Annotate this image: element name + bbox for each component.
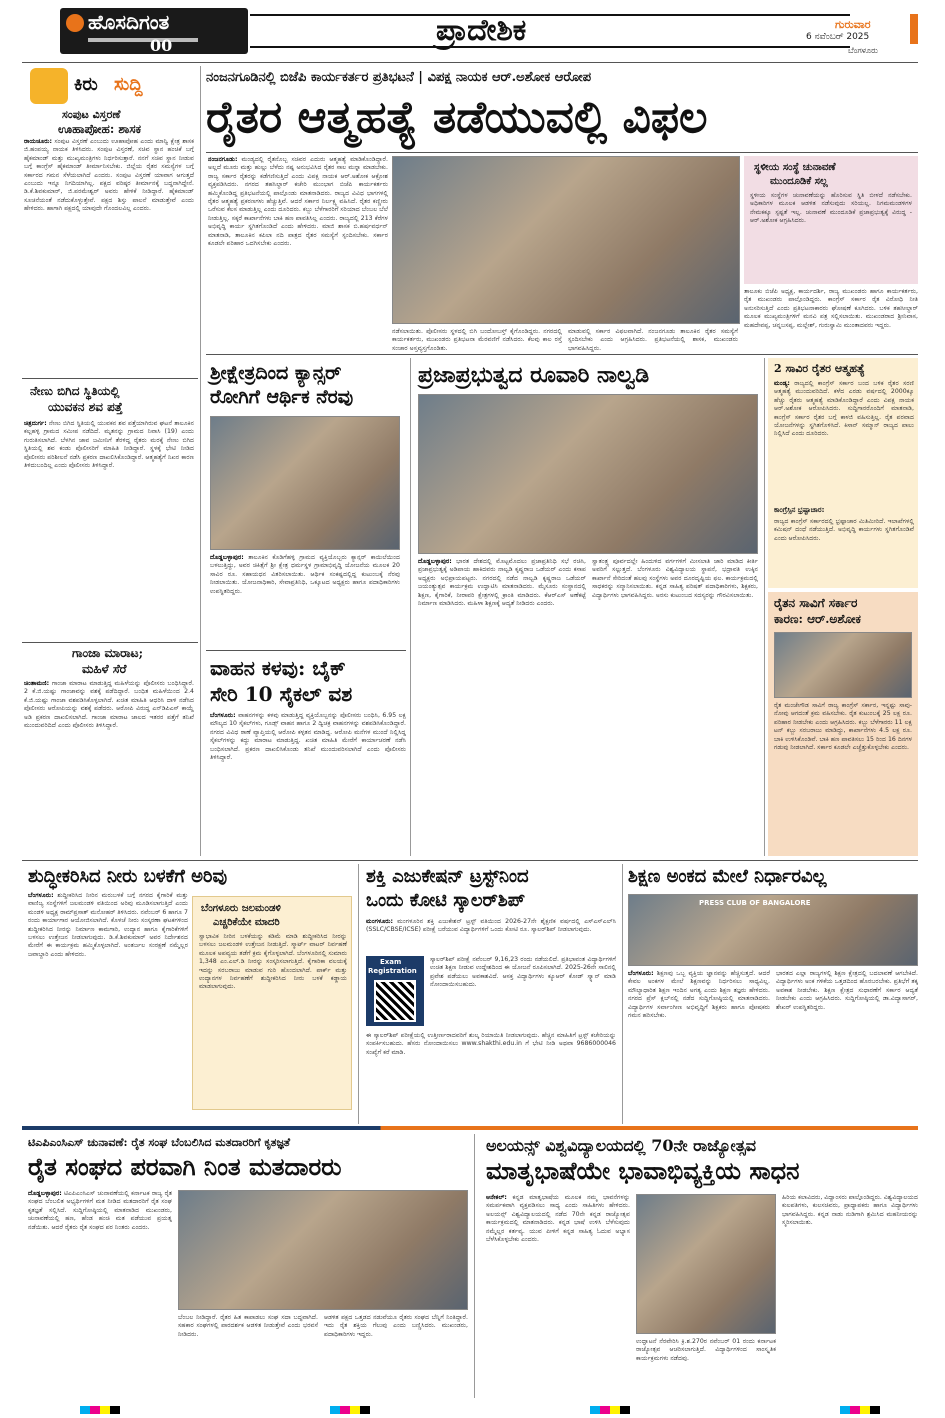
lead-col1 bbox=[208, 156, 388, 342]
tapcms-headline: ರೈತ ಸಂಘದ ಪರವಾಗಿ ನಿಂತ ಮತದಾರರು bbox=[28, 1152, 342, 1181]
cmyk-mark-icon bbox=[330, 1406, 370, 1414]
masthead-city: ಬೆಂಗಳೂರು bbox=[848, 46, 878, 55]
alliance-kicker: ಅಲಯನ್ಸ್ ವಿಶ್ವವಿದ್ಯಾಲಯದಲ್ಲಿ 70ನೇ ರಾಜ್ಯೋತ್ಸವ bbox=[486, 1136, 757, 1155]
lead-col2: ನಡೆಸಲಾಯಿತು. ಪೊಲೀಸರು ಸ್ಥಳದಲ್ಲಿ ಬಿಗಿ ಬಂದೋಬಸ್ತ್ ಕೈಗೊಂಡಿದ್ದರು. ನಗರದಲ್ಲಿ ಕಾರ್ಯಕರ್ತರು, ಮುಖಂಡರು ಪ್ರತಿಭಟನಾ ಮೆರವಣಿಗೆ ನಡೆಸಿದರು. ಕೆಲವು ಕಾಲ ರಸ್ತೆ ಸಂಚಾರ ಅಸ್ತವ್ಯಸ್ತಗೊಂಡಿತು. bbox=[392, 328, 562, 352]
water-headline: ಶುದ್ಧೀಕರಿಸಿದ ನೀರು ಬಳಕೆಗೆ ಅರಿವು bbox=[28, 866, 228, 887]
bike-body bbox=[210, 712, 406, 854]
hand-icon bbox=[30, 68, 68, 104]
bottom-divider-2 bbox=[622, 864, 623, 1124]
story1-rule bbox=[22, 378, 198, 379]
ashoka-body: ರೈತ ಮಂಜೇಗೌಡ ಸಾವಿಗೆ ರಾಜ್ಯ ಕಾಂಗ್ರೆಸ್ ಸರ್ಕಾರ, ಇನ್ನಷ್ಟು ಸಾವು-ನೋವು ಆಗದಂತೆ ಕ್ರಮ ವಹಿಸಬೇಕು. ರೈತ ಕುಟುಂಬಕ್ಕೆ 25 ಲಕ್ಷ ರೂ. ಪರಿಹಾರ ನೀಡಬೇಕು ಎಂದು ಆಗ್ರಹಿಸಿದರು. ಕಬ್ಬು ಬೆಳೆಗಾರರು 11 ಲಕ್ಷ ಟನ್ ಕಬ್ಬು ಸರಬರಾಜು ಮಾಡಿದ್ದು, ಕಾರ್ಖಾನೆಗಳು 4.5 ಲಕ್ಷ ರೂ. ಬಾಕಿ ಉಳಿಸಿಕೊಂಡಿವೆ. ಬಾಕಿ ಹಣ ಪಾವತಿಸಲು 15 ರಿಂದ 16 ದಿನಗಳ ಗಡುವು ನೀಡಲಾಗಿದೆ. ಸರ್ಕಾರ ಕೂಡಲೇ ಎಚ್ಚೆತ್ತುಕೊಳ್ಳಬೇಕು ಎಂದರು. bbox=[774, 702, 912, 752]
cancer-body bbox=[210, 554, 400, 646]
bike-dateline: ಬೆಂಗಳೂರು: bbox=[210, 712, 236, 719]
ashoka-headline-2: ಕಾರಣ: ಆರ್.ಅಶೋಕ bbox=[774, 612, 861, 626]
tapcms-dateline: ದೊಡ್ಡಬಳ್ಳಾಪುರ: bbox=[28, 1190, 62, 1197]
story3-heading-1: ಗಾಂಜಾ ಮಾರಾಟ; bbox=[72, 646, 144, 660]
lead-protest-photo bbox=[392, 156, 740, 324]
cancer-headline-1: ಶ್ರೀಕ್ಷೇತ್ರದಿಂದ ಕ್ಯಾನ್ಸರ್ bbox=[210, 362, 342, 384]
nalwadi-col1 bbox=[418, 558, 586, 854]
nalwadi-headline: ಪ್ರಜಾಪ್ರಭುತ್ವದ ರೂವಾರಿ ನಾಲ್ವಡಿ bbox=[418, 362, 650, 388]
masthead bbox=[0, 0, 945, 62]
scholarship-body-top bbox=[366, 918, 616, 952]
scholarship-headline-1: ಶಕ್ತಿ ಎಜುಕೇಷನ್ ಟ್ರಸ್ಟ್‌ನಿಂದ bbox=[366, 866, 529, 887]
left-column-divider bbox=[200, 66, 201, 856]
story1-dateline: ರಾಯಚೂರು: bbox=[24, 138, 52, 145]
story2-rule bbox=[22, 642, 198, 643]
qr-label-1: Exam bbox=[380, 958, 402, 966]
scholarship-body-right: ಸ್ಕಾಲರ್‌ಶಿಪ್ ಪರೀಕ್ಷೆ ನವೆಂಬರ್ 9,16,23 ರಂದು ನಡೆಯಲಿದೆ. ಪ್ರತಿಭಾವಂತ ವಿದ್ಯಾರ್ಥಿಗಳಿಗೆ ಉಚಿತ ಶಿಕ್ಷಣ ನೀಡುವ ಉದ್ದೇಶದಿಂದ ಈ ಯೋಜನೆ ರೂಪಿಸಲಾಗಿದೆ. 2025-26ನೇ ಸಾಲಿನಲ್ಲಿ ಪ್ರವೇಶ ಪಡೆಯಲು ಅವಕಾಶವಿದೆ. ಆಸಕ್ತ ವಿದ್ಯಾರ್ಥಿಗಳು ಕ್ಯೂಆರ್ ಕೋಡ್ ಸ್ಕ್ಯಾನ್ ಮಾಡಿ ನೋಂದಾಯಿಸಬಹುದು. bbox=[430, 956, 616, 989]
cancer-dateline: ದೊಡ್ಡಬಳ್ಳಾಪುರ: bbox=[210, 554, 244, 561]
side-box-title-2: ಮುಂದೂಡಿಕೆ ಸಲ್ಲ bbox=[770, 176, 828, 187]
alliance-col1 bbox=[486, 1194, 630, 1396]
tapcms-col1 bbox=[28, 1190, 172, 1396]
scholarship-top-text: ಮಂಗಳೂರಿನ ಶಕ್ತಿ ಎಜುಕೇಶನ್ ಟ್ರಸ್ಟ್ ವತಿಯಿಂದ 2026-27ನೇ ಶೈಕ್ಷಣಿಕ ವರ್ಷದಲ್ಲಿ ಎಸ್‌ಎಸ್‌ಎಲ್‌ಸಿ (SSLC/CBSE/ICSE) ಪರೀಕ್ಷೆ ಬರೆಯುವ ವಿದ್ಯಾರ್ಥಿಗಳಿಗೆ ಒಂದು ಕೋಟಿ ರೂ. ಸ್ಕಾಲರ್‌ಶಿಪ್ ನೀಡಲಾಗುವುದು. bbox=[366, 918, 616, 934]
lead-headline: ರೈತರ ಆತ್ಮಹತ್ಯೆ ತಡೆಯುವಲ್ಲಿ ವಿಫಲ bbox=[206, 92, 708, 143]
ashoka-photo bbox=[774, 632, 912, 698]
bike-headline-2: ಸೇರಿ 10 ಸೈಕಲ್ ವಶ bbox=[210, 682, 353, 706]
alliance-col2: ಉದ್ಘಾಟನೆ ನೆರವೇರಿಸಿ ಕ್ರಿ.ಶ.270ರ ನವೆಂಬರ್ 01 ರಂದು ಕರ್ನಾಟಕ ರಾಜ್ಯೋತ್ಸವ ಆಚರಿಸಲಾಗುತ್ತಿದೆ. ವಿದ್ಯಾರ್ಥಿಗಳಿಂದ ಸಾಂಸ್ಕೃತಿಕ ಕಾರ್ಯಕ್ರಮಗಳು ನಡೆದವು. bbox=[636, 1338, 776, 1362]
cmyk-mark-icon bbox=[590, 1406, 630, 1414]
masthead-day: ಗುರುವಾರ bbox=[835, 18, 871, 31]
mid-divider-2 bbox=[764, 358, 765, 856]
registration-marks bbox=[0, 1404, 945, 1418]
story3-body bbox=[24, 680, 194, 852]
nalwadi-col2: ಸ್ವಾತಂತ್ರ್ಯ ಪೂರ್ವದಲ್ಲೇ ಹಿಂದುಳಿದ ವರ್ಗಗಳಿಗೆ ಮೀಸಲಾತಿ ಜಾರಿ ಮಾಡಿದ ಕೀರ್ತಿ ಅವರಿಗೆ ಸಲ್ಲುತ್ತದೆ. ಬೆಂಗಳೂರು ವಿಶ್ವವಿದ್ಯಾಲಯ ಸ್ಥಾಪನೆ, ಭದ್ರಾವತಿ ಉಕ್ಕಿನ ಕಾರ್ಖಾನೆ ಸೇರಿದಂತೆ ಹಲವು ಸಂಸ್ಥೆಗಳು ಅವರ ದೂರದೃಷ್ಟಿಯ ಫಲ. ಕಾರ್ಯಕ್ರಮದಲ್ಲಿ ಸಾಧಕರನ್ನು ಸನ್ಮಾನಿಸಲಾಯಿತು. ಕನ್ನಡ ಸಾಹಿತ್ಯ ಪರಿಷತ್ ಪದಾಧಿಕಾರಿಗಳು, ಶಿಕ್ಷಕರು, ವಿದ್ಯಾರ್ಥಿಗಳು ಭಾಗವಹಿಸಿದ್ದರು. ಅರಸು ಕುಟುಂಬದ ಸದಸ್ಯರನ್ನು ಗೌರವಿಸಲಾಯಿತು. bbox=[592, 558, 758, 599]
cmyk-mark-icon bbox=[80, 1406, 120, 1414]
nalwadi-col1-text: ಭಾರತ ದೇಶದಲ್ಲಿ ಮೊಟ್ಟಮೊದಲು ಪ್ರಜಾಪ್ರತಿನಿಧಿ ಸಭೆ ರಚಿಸಿ, ಪ್ರಜಾಪ್ರಭುತ್ವಕ್ಕೆ ಅಡಿಪಾಯ ಹಾಕಿದವರು ನಾಲ್ವಡಿ ಕೃಷ್ಣರಾಜ ಒಡೆಯರ್ ಎಂದು ಕಸಾಪ ಅಧ್ಯಕ್ಷರು ಅಭಿಪ್ರಾಯಪಟ್ಟರು. ನಗರದಲ್ಲಿ ನಡೆದ ನಾಲ್ವಡಿ ಕೃಷ್ಣರಾಜ ಒಡೆಯರ್ ಜಯಂತ್ಯುತ್ಸವ ಕಾರ್ಯಕ್ರಮ ಉದ್ಘಾಟಿಸಿ ಮಾತನಾಡಿದರು. ಮೈಸೂರು ಸಂಸ್ಥಾನದಲ್ಲಿ ಶಿಕ್ಷಣ, ಕೈಗಾರಿಕೆ, ನೀರಾವರಿ ಕ್ಷೇತ್ರಗಳಲ್ಲಿ ಕ್ರಾಂತಿ ಮಾಡಿದರು. ಕೆಆರ್‌ಎಸ್ ಅಣೆಕಟ್ಟೆ ನಿರ್ಮಾಣ ಮಾಡಿಸಿದರು. ಮಹಿಳಾ ಶಿಕ್ಷಣಕ್ಕೆ ಆದ್ಯತೆ ನೀಡಿದರು ಎಂದರು. bbox=[418, 558, 586, 608]
paper-name: ಹೊಸದಿಗಂತ bbox=[88, 10, 170, 34]
education-photo-sign: PRESS CLUB OF BANGALORE bbox=[699, 899, 811, 907]
water-box-title-1: ಬೆಂಗಳೂರು ಜಲಮಂಡಳಿ bbox=[201, 903, 281, 914]
lead-col3: ಮಾಡುವಲ್ಲಿ ಸರ್ಕಾರ ವಿಫಲವಾಗಿದೆ. ನಂಜನಗೂಡು ತಾಲೂಕಿನ ರೈತರ ಸಮಸ್ಯೆಗೆ ಸ್ಪಂದಿಸಬೇಕು ಎಂದು ಆಗ್ರಹಿಸಿದರು. ಪ್ರತಿಭಟನೆಯಲ್ಲಿ ಶಾಸಕ, ಮುಖಂಡರು ಭಾಗವಹಿಸಿದ್ದರು. bbox=[568, 328, 738, 352]
scholarship-dateline: ಮಂಗಳೂರು: bbox=[366, 918, 393, 925]
farmers-dateline: ಮಂಡ್ಯ: bbox=[774, 380, 790, 387]
kirusuddi-suffix: ಸುದ್ದಿ bbox=[114, 74, 143, 95]
tapcms-col1-text: ಟಿಎಪಿಎಂಸಿಎಸ್ ಚುನಾವಣೆಯಲ್ಲಿ ಕರ್ನಾಟಕ ರಾಜ್ಯ ರೈತ ಸಂಘದ ಬೆಂಬಲಿತ ಅಭ್ಯರ್ಥಿಗಳಿಗೆ ಮತ ನೀಡಿದ ಮತದಾರರಿಗೆ ರೈತ ಸಂಘ ಕೃತಜ್ಞತೆ ಸಲ್ಲಿಸಿದೆ. ಸುದ್ದಿಗೋಷ್ಠಿಯಲ್ಲಿ ಮಾತನಾಡಿದ ಮುಖಂಡರು, ಚುನಾವಣೆಯಲ್ಲಿ ಹಣ, ಹೆಂಡ ಹಂಚಿ ಮತ ಪಡೆಯುವ ಪ್ರಯತ್ನ ನಡೆಯಿತು. ಆದರೆ ರೈತರು ರೈತ ಸಂಘದ ಪರ ನಿಂತರು ಎಂದರು. bbox=[28, 1190, 173, 1231]
story3-dateline: ಚಿಂತಾಮಣಿ: bbox=[24, 680, 50, 687]
qr-label-2: Registration bbox=[368, 967, 417, 975]
lead-kicker: ನಂಜನಗೂಡಿನಲ್ಲಿ ಬಿಜೆಪಿ ಕಾರ್ಯಕರ್ತರ ಪ್ರತಿಭಟನೆ | ವಿಪಕ್ಷ ನಾಯಕ ಆರ್.ಅಶೋಕ ಆರೋಪ bbox=[206, 70, 592, 85]
education-col1-text: ಶಿಕ್ಷಣವು ಒಬ್ಬ ವ್ಯಕ್ತಿಯ ಜ್ಞಾನವನ್ನು ಹೆಚ್ಚಿಸುತ್ತದೆ. ಆದರೆ ಕೇವಲ ಅಂಕಗಳ ಮೇಲೆ ಶಿಕ್ಷಣವನ್ನು ನಿರ್ಧರಿಸಲು ಸಾಧ್ಯವಿಲ್ಲ. ಮೌಲ್ಯಾಧಾರಿತ ಶಿಕ್ಷಣ ಇಂದಿನ ಅಗತ್ಯ ಎಂದು ಶಿಕ್ಷಣ ತಜ್ಞರು ಹೇಳಿದರು. ನಗರದ ಪ್ರೆಸ್ ಕ್ಲಬ್‌ನಲ್ಲಿ ನಡೆದ ಸುದ್ದಿಗೋಷ್ಠಿಯಲ್ಲಿ ಮಾತನಾಡಿದರು. ವಿದ್ಯಾರ್ಥಿಗಳ ಸರ್ವಾಂಗೀಣ ಅಭಿವೃದ್ಧಿಗೆ ಶಿಕ್ಷಕರು ಹಾಗೂ ಪೋಷಕರು ಗಮನ ಹರಿಸಬೇಕು. bbox=[628, 970, 770, 1020]
side-box-title-1: ಸ್ಥಳೀಯ ಸಂಸ್ಥೆ ಚುನಾವಣೆ bbox=[754, 162, 836, 173]
water-dateline: ಬೆಂಗಳೂರು: bbox=[28, 892, 54, 899]
water-box-body: ಸ್ವಾಭಾವಿಕ ನೀರಿನ ಬಳಕೆಯನ್ನು ಕಡಿಮೆ ಮಾಡಿ ಶುದ್ಧೀಕರಿಸಿದ ನೀರನ್ನು ಬಳಸಲು ಜಲಮಂಡಳಿ ಉತ್ತೇಜನ ನೀಡುತ್ತಿದೆ. ಸ್ಮಾರ್ಟ್ ವಾಟರ್ ನಿರ್ವಹಣೆ ಮೂಲಕ ಅಪವ್ಯಯ ತಡೆಗೆ ಕ್ರಮ ಕೈಗೊಳ್ಳಲಾಗಿದೆ. ಬೆಂಗಳೂರಿನಲ್ಲಿ ಸುಮಾರು 1,348 ಎಂ.ಎಲ್.ಡಿ ನೀರನ್ನು ಸಂಸ್ಕರಿಸಲಾಗುತ್ತಿದೆ. ಕೈಗಾರಿಕಾ ವಲಯಕ್ಕೆ ಇದನ್ನು ಸರಬರಾಜು ಮಾಡುವ ಗುರಿ ಹೊಂದಲಾಗಿದೆ. ಪಾರ್ಕ್ ಮತ್ತು ಉದ್ಯಾನಗಳ ನಿರ್ವಹಣೆಗೆ ಶುದ್ಧೀಕರಿಸಿದ ನೀರು ಬಳಕೆ ಕಡ್ಡಾಯ ಮಾಡಲಾಗುವುದು. bbox=[199, 933, 347, 991]
story2-dateline: ಚಿತ್ರದುರ್ಗ: bbox=[24, 420, 47, 427]
alliance-headline: ಮಾತೃಭಾಷೆಯೇ ಭಾವಾಭಿವ್ಯಕ್ತಿಯ ಸಾಧನ bbox=[486, 1156, 800, 1185]
water-box bbox=[192, 896, 352, 1110]
side-box bbox=[744, 156, 918, 284]
farmers-body bbox=[774, 380, 914, 502]
cancer-photo bbox=[210, 416, 400, 550]
farmers-subhead: ಕಾಂಗ್ರೆಸ್ಸಿನ ಭ್ರಷ್ಟಾಚಾರ: bbox=[774, 506, 825, 514]
side-box-body: ಸ್ಥಳೀಯ ಸಂಸ್ಥೆಗಳ ಚುನಾವಣೆಯನ್ನು ಹೊರಿಸುವ ಸ್ಥಿತಿ ಬೀಳದೆ ನಡೆಸಬೇಕು. ಅಧಿಕಾರಿಗಳ ಮೂಲಕ ಆಡಳಿತ ನಡೆಸುವುದು ಸರಿಯಲ್ಲ. ನಿಗಮಮಂಡಳಿಗಳ ನೇಮಕಕ್ಕೂ ಸ್ಪಷ್ಟತೆ ಇಲ್ಲ. ಚುನಾವಣೆ ಮುಂದೂಡಿಕೆ ಪ್ರಜಾಪ್ರಭುತ್ವಕ್ಕೆ ವಿರುದ್ಧ - ಆರ್.ಅಶೋಕ ಆಗ್ರಹಿಸಿದರು. bbox=[750, 192, 912, 225]
lead-rule bbox=[206, 152, 918, 153]
water-box-title-2: ಎಚ್ಚರಿಕೆಯೇ ಮಾದರಿ bbox=[213, 917, 280, 928]
bottom-divider-3 bbox=[474, 1134, 475, 1398]
farmers-body2: ರಾಜ್ಯದ ಕಾಂಗ್ರೆಸ್ ಸರ್ಕಾರದಲ್ಲಿ ಭ್ರಷ್ಟಾಚಾರ ಮಿತಿಮೀರಿದೆ. ಇಲಾಖೆಗಳಲ್ಲಿ ಕಮಿಷನ್ ದಂಧೆ ನಡೆಯುತ್ತಿದೆ. ಅಭಿವೃದ್ಧಿ ಕಾರ್ಯಗಳು ಸ್ಥಗಿತಗೊಂಡಿವೆ ಎಂದು ಆರೋಪಿಸಿದರು. bbox=[774, 518, 914, 542]
cmyk-mark-icon bbox=[840, 1406, 880, 1414]
story2-body bbox=[24, 420, 194, 640]
alliance-photo bbox=[636, 1194, 776, 1334]
orange-edge-bar bbox=[910, 14, 918, 44]
cancer-text: ತಾಲೂಕಿನ ಕೊಡಿಗೆಹಳ್ಳಿ ಗ್ರಾಮದ ವ್ಯಕ್ತಿಯೊಬ್ಬರು ಕ್ಯಾನ್ಸರ್ ಕಾಯಿಲೆಯಿಂದ ಬಳಲುತ್ತಿದ್ದು, ಅವರ ಚಿಕಿತ್ಸೆಗೆ ಶ್ರೀ ಕ್ಷೇತ್ರ ಧರ್ಮಸ್ಥಳ ಗ್ರಾಮಾಭಿವೃದ್ಧಿ ಯೋಜನೆಯ ಮೂಲಕ 20 ಸಾವಿರ ರೂ. ಸಹಾಯಧನ ವಿತರಿಸಲಾಯಿತು. ಆರ್ಥಿಕ ಸಂಕಷ್ಟದಲ್ಲಿದ್ದ ಕುಟುಂಬಕ್ಕೆ ನೆರವು ನೀಡಲಾಯಿತು. ಯೋಜನಾಧಿಕಾರಿ, ಸೇವಾಪ್ರತಿನಿಧಿ, ಒಕ್ಕೂಟದ ಅಧ್ಯಕ್ಷರು ಹಾಗೂ ಪದಾಧಿಕಾರಿಗಳು ಉಪಸ್ಥಿತರಿದ್ದರು. bbox=[210, 554, 400, 595]
bike-headline-1: ವಾಹನ ಕಳವು: ಬೈಕ್ bbox=[210, 656, 346, 680]
story2-heading-2: ಯುವಕನ ಶವ ಪತ್ತೆ bbox=[48, 400, 123, 414]
education-headline: ಶಿಕ್ಷಣ ಅಂಕದ ಮೇಲೆ ನಿರ್ಧಾರವಿಲ್ಲ bbox=[628, 866, 827, 887]
section-banner bbox=[250, 14, 850, 48]
logo-emblem-icon bbox=[66, 14, 84, 32]
tapcms-photo bbox=[178, 1190, 468, 1310]
alliance-col1-text: ಕನ್ನಡ ಮಾತೃಭಾಷೆಯ ಮೂಲಕ ನಮ್ಮ ಭಾವನೆಗಳನ್ನು ಸಮರ್ಪಕವಾಗಿ ವ್ಯಕ್ತಪಡಿಸಲು ಸಾಧ್ಯ ಎಂದು ಸಾಹಿತಿಗಳು ಹೇಳಿದರು. ಅಲಯನ್ಸ್ ವಿಶ್ವವಿದ್ಯಾಲಯದಲ್ಲಿ ನಡೆದ 70ನೇ ಕನ್ನಡ ರಾಜ್ಯೋತ್ಸವ ಕಾರ್ಯಕ್ರಮದಲ್ಲಿ ಮಾತನಾಡಿದರು. ಕನ್ನಡ ಭಾಷೆ ಉಳಿಸಿ ಬೆಳೆಸುವುದು ನಮ್ಮೆಲ್ಲರ ಕರ್ತವ್ಯ. ಯುವ ಪೀಳಿಗೆ ಕನ್ನಡ ಸಾಹಿತ್ಯ ಓದುವ ಅಭ್ಯಾಸ ಬೆಳೆಸಿಕೊಳ್ಳಬೇಕು ಎಂದರು. bbox=[486, 1194, 630, 1244]
qr-code-icon[interactable] bbox=[374, 980, 416, 1022]
education-photo bbox=[628, 894, 918, 966]
tapcms-col3: ಆಡಳಿತ ಪಕ್ಷದ ಒತ್ತಡದ ನಡುವೆಯೂ ರೈತರು ಸಂಘದ ಬೆನ್ನಿಗೆ ನಿಂತಿದ್ದಾರೆ. ಇದು ರೈತ ಶಕ್ತಿಯ ಗೆಲುವು ಎಂದು ಬಣ್ಣಿಸಿದರು. ಮುಖಂಡರು, ಪದಾಧಿಕಾರಿಗಳು ಇದ್ದರು. bbox=[324, 1314, 468, 1338]
lead-col4: ತಾಲೂಕು ಬಿಜೆಪಿ ಅಧ್ಯಕ್ಷ, ಕಾರ್ಯದರ್ಶಿ, ರಾಜ್ಯ ಮುಖಂಡರು ಹಾಗೂ ಕಾರ್ಯಕರ್ತರು, ರೈತ ಮುಖಂಡರು ಪಾಲ್ಗೊಂಡಿದ್ದರು. ಕಾಂಗ್ರೆಸ್ ಸರ್ಕಾರ ರೈತ ವಿರೋಧಿ ನೀತಿ ಅನುಸರಿಸುತ್ತಿದೆ ಎಂದು ಪ್ರತಿಭಟನಾಕಾರರು ಘೋಷಣೆ ಕೂಗಿದರು. ಬಳಿಕ ತಹಸೀಲ್ದಾರ್ ಮೂಲಕ ಮುಖ್ಯಮಂತ್ರಿಗಳಿಗೆ ಮನವಿ ಪತ್ರ ಸಲ್ಲಿಸಲಾಯಿತು. ಮುಖಂಡರಾದ ಶ್ರೀನಿವಾಸ, ಮಹದೇವಪ್ಪ, ಚನ್ನಬಸಪ್ಪ, ಮಲ್ಲೇಶ್, ಗುರುಸ್ವಾಮಿ ಮುಂತಾದವರು ಇದ್ದರು. bbox=[744, 288, 918, 329]
story2-heading-1: ನೇಣು ಬಿಗಿದ ಸ್ಥಿತಿಯಲ್ಲಿ bbox=[30, 384, 120, 398]
kirusuddi-prefix: ಕಿರು bbox=[74, 74, 98, 95]
education-dateline: ಬೆಂಗಳೂರು: bbox=[628, 970, 654, 977]
kirusuddi-badge bbox=[30, 68, 190, 104]
scholarship-body-bottom: ಈ ಸ್ಕಾಲರ್‌ಶಿಪ್ ಪರೀಕ್ಷೆಯಲ್ಲಿ ಉತ್ತೀರ್ಣರಾದವರಿಗೆ ಶುಲ್ಕ ರಿಯಾಯಿತಿ ನೀಡಲಾಗುವುದು. ಹೆಚ್ಚಿನ ಮಾಹಿತಿಗೆ ಟ್ರಸ್ಟ್ ಕಚೇರಿಯನ್ನು ಸಂಪರ್ಕಿಸಬಹುದು. ಹೆಸರು ನೋಂದಾಯಿಸಲು www.shakthi.edu.in ಗೆ ಭೇಟಿ ನೀಡಿ ಅಥವಾ 9686000046 ಸಂಖ್ಯೆಗೆ ಕರೆ ಮಾಡಿ. bbox=[366, 1032, 616, 1056]
bike-text: ವಾಹನಗಳನ್ನು ಕಳವು ಮಾಡುತ್ತಿದ್ದ ವ್ಯಕ್ತಿಯೊಬ್ಬನನ್ನು ಪೊಲೀಸರು ಬಂಧಿಸಿ, 6.95 ಲಕ್ಷ ಮೌಲ್ಯದ 10 ಸೈಕಲ್‌ಗಳು, ಗೂಡ್ಸ್ ವಾಹನ ಹಾಗೂ 2 ದ್ವಿಚಕ್ರ ವಾಹನಗಳನ್ನು ವಶಪಡಿಸಿಕೊಂಡಿದ್ದಾರೆ. ನಗರದ ವಿವಿಧ ಠಾಣೆ ವ್ಯಾಪ್ತಿಯಲ್ಲಿ ಆರೋಪಿ ಕಳ್ಳತನ ಮಾಡಿದ್ದ. ಆರೋಪಿ ಮನೆಗಳ ಮುಂದೆ ನಿಲ್ಲಿಸಿದ್ದ ಸೈಕಲ್‌ಗಳನ್ನು ಕದ್ದು ಮಾರಾಟ ಮಾಡುತ್ತಿದ್ದ. ಖಚಿತ ಮಾಹಿತಿ ಮೇರೆಗೆ ಕಾರ್ಯಾಚರಣೆ ನಡೆಸಿ ಬಂಧಿಸಲಾಗಿದೆ. ಪ್ರಕರಣ ದಾಖಲಿಸಿಕೊಂಡು ತನಿಖೆ ಮುಂದುವರಿಸಲಾಗಿದೆ ಎಂದು ಪೊಲೀಸರು ತಿಳಿಸಿದ್ದಾರೆ. bbox=[210, 712, 407, 762]
farmers-text: ರಾಜ್ಯದಲ್ಲಿ ಕಾಂಗ್ರೆಸ್ ಸರ್ಕಾರ ಬಂದ ಬಳಿಕ ರೈತರ ಸರಣಿ ಆತ್ಮಹತ್ಯೆ ಮುಂದುವರಿದಿದೆ. ಕಳೆದ ಎರಡು ವರ್ಷದಲ್ಲಿ 2000ಕ್ಕೂ ಹೆಚ್ಚು ರೈತರು ಆತ್ಮಹತ್ಯೆ ಮಾಡಿಕೊಂಡಿದ್ದಾರೆ ಎಂದು ವಿಪಕ್ಷ ನಾಯಕ ಆರ್.ಅಶೋಕ ಆರೋಪಿಸಿದರು. ಸುದ್ದಿಗಾರರೊಂದಿಗೆ ಮಾತನಾಡಿ, ಕಾಂಗ್ರೆಸ್ ಸರ್ಕಾರ ರೈತರ ಬಗ್ಗೆ ಕಾಳಜಿ ವಹಿಸುತ್ತಿಲ್ಲ. ರೈತ ಪರವಾದ ಯೋಜನೆಗಳನ್ನು ಸ್ಥಗಿತಗೊಳಿಸಿದೆ. ಕಿಸಾನ್ ಸಮ್ಮಾನ್ ರಾಜ್ಯದ ಪಾಲು ನಿಲ್ಲಿಸಿದೆ ಎಂದು ದೂರಿದರು. bbox=[774, 380, 915, 438]
story2-text: ನೇಣು ಬಿಗಿದ ಸ್ಥಿತಿಯಲ್ಲಿ ಯುವಕನ ಶವ ಪತ್ತೆಯಾಗಿರುವ ಘಟನೆ ತಾಲೂಕಿನ ಕಲ್ಲಹಳ್ಳಿ ಗ್ರಾಮದ ಸಮೀಪ ನಡೆದಿದೆ. ಮೃತನನ್ನು ಗ್ರಾಮದ ನಿವಾಸಿ (19) ಎಂದು ಗುರುತಿಸಲಾಗಿದೆ. ಬೆಳಗಿನ ಜಾವ ಜಮೀನಿಗೆ ತೆರಳಿದ್ದ ರೈತರು ಮರಕ್ಕೆ ನೇಣು ಬಿಗಿದ ಸ್ಥಿತಿಯಲ್ಲಿ ಶವ ಕಂಡು ಪೊಲೀಸರಿಗೆ ಮಾಹಿತಿ ನೀಡಿದ್ದಾರೆ. ಸ್ಥಳಕ್ಕೆ ಭೇಟಿ ನೀಡಿದ ಪೊಲೀಸರು ಪರಿಶೀಲನೆ ನಡೆಸಿ ಪ್ರಕರಣ ದಾಖಲಿಸಿಕೊಂಡಿದ್ದಾರೆ. ಆತ್ಮಹತ್ಯೆಗೆ ನಿಖರ ಕಾರಣ ತಿಳಿದುಬಂದಿಲ್ಲ ಎಂದು ಪೊಲೀಸರು ತಿಳಿಸಿದ್ದಾರೆ. bbox=[24, 420, 194, 470]
alliance-dateline: ಆನೇಕಲ್: bbox=[486, 1194, 507, 1201]
alliance-col3: ಹಿರಿಯ ಕಲಾವಿದರು, ವಿದ್ವಾಂಸರು ಪಾಲ್ಗೊಂಡಿದ್ದರು. ವಿಶ್ವವಿದ್ಯಾಲಯದ ಕುಲಪತಿಗಳು, ಕುಲಸಚಿವರು, ಪ್ರಾಧ್ಯಾಪಕರು ಹಾಗೂ ವಿದ್ಯಾರ್ಥಿಗಳು ಭಾಗವಹಿಸಿದ್ದರು. ಕನ್ನಡ ನಾಡು ನುಡಿಗಾಗಿ ಶ್ರಮಿಸಿದ ಮಹನೀಯರನ್ನು ಸ್ಮರಿಸಲಾಯಿತು. bbox=[782, 1194, 918, 1227]
nalwadi-photo bbox=[418, 394, 758, 554]
water-text: ಶುದ್ಧೀಕರಿಸಿದ ನೀರಿನ ಮರುಬಳಕೆ ಬಗ್ಗೆ ನಗರದ ಕೈಗಾರಿಕೆ ಮತ್ತು ವಾಣಿಜ್ಯ ಸಂಸ್ಥೆಗಳಿಗೆ ಜಲಮಂಡಳಿ ವತಿಯಿಂದ ಅರಿವು ಮೂಡಿಸಲಾಗುತ್ತಿದೆ ಎಂದು ಮಂಡಳಿ ಅಧ್ಯಕ್ಷ ರಾಮ್‌ಪ್ರಸಾತ್ ಮನೋಹರ್ ತಿಳಿಸಿದರು. ನವೆಂಬರ್ 6 ಹಾಗೂ 7 ರಂದು ಕಾರ್ಯಾಗಾರ ಆಯೋಜಿಸಲಾಗಿದೆ. ಕೊಳಚೆ ನೀರು ಸಂಸ್ಕರಣಾ ಘಟಕಗಳಿಂದ ಶುದ್ಧೀಕರಿಸಿದ ನೀರನ್ನು ನಿರ್ಮಾಣ ಕಾಮಗಾರಿ, ಉದ್ಯಾನ ಹಾಗೂ ಕೈಗಾರಿಕೆಗಳಿಗೆ ಬಳಸಲು ಉತ್ತೇಜನ ನೀಡಲಾಗುವುದು. ಡಿ.ಕೆ.ಶಿವಕುಮಾರ್ ಅವರ ನಿರ್ದೇಶನದ ಮೇರೆಗೆ ಈ ಕಾರ್ಯಕ್ರಮ ಹಮ್ಮಿಕೊಳ್ಳಲಾಗಿದೆ. ಅಂತರ್ಜಲ ಸಂರಕ್ಷಣೆ ನಮ್ಮೆಲ್ಲರ ಜವಾಬ್ದಾರಿ ಎಂದು ಹೇಳಿದರು. bbox=[28, 892, 189, 958]
lead-bottom-rule bbox=[206, 354, 918, 355]
story1-text: ಸಂಪುಟ ವಿಸ್ತರಣೆ ಎಂಬುದು ಊಹಾಪೋಹ ಎಂದು ಮಾನ್ವಿ ಕ್ಷೇತ್ರ ಶಾಸಕ ಜಿ.ಹಂಪಯ್ಯ ನಾಯಕ ತಿಳಿಸಿದರು. ಸಂಪುಟ ವಿಸ್ತರಣೆ, ಸಚಿವ ಸ್ಥಾನ ಹಂಚಿಕೆ ಬಗ್ಗೆ ಹೈಕಮಾಂಡ್ ಮತ್ತು ಮುಖ್ಯಮಂತ್ರಿಗಳು ನಿರ್ಧರಿಸುತ್ತಾರೆ. ನನಗೆ ಸಚಿವ ಸ್ಥಾನ ನೀಡುವ ಬಗ್ಗೆ ಕಾಂಗ್ರೆಸ್ ಹೈಕಮಾಂಡ್ ತೀರ್ಮಾನಿಸಬೇಕು. ಜಿಲ್ಲೆಯ ರೈತರ ಸಮಸ್ಯೆಗಳ ಬಗ್ಗೆ ಸರ್ಕಾರದ ಗಮನ ಸೆಳೆಯಲಾಗಿದೆ ಎಂದರು. ಸಂಪುಟ ವಿಸ್ತರಣೆ ಯಾವಾಗ ಆಗುತ್ತದೆ ಎಂಬುದು ಇನ್ನೂ ನಿಗದಿಯಾಗಿಲ್ಲ. ಪಕ್ಷದ ವರಿಷ್ಠರ ತೀರ್ಮಾನಕ್ಕೆ ಬದ್ಧನಾಗಿದ್ದೇನೆ. ಡಿ.ಕೆ.ಶಿವಕುಮಾರ್, ಜಿ.ಪರಮೇಶ್ವರ್ ಅವರು ಹೇಳಿಕೆ ನೀಡಿದ್ದಾರೆ. ಹೈಕಮಾಂಡ್ ಸೂಚನೆಯಂತೆ ನಡೆದುಕೊಳ್ಳುತ್ತೇವೆ. ಪಕ್ಷದ ಶಿಸ್ತು ಪಾಲನೆ ಮಾಡುತ್ತೇವೆ ಎಂದು ಹೇಳಿದರು. ಹಾಗಾಗಿ ಪಕ್ಷದಲ್ಲಿ ಯಾವುದೇ ಗೊಂದಲವಿಲ್ಲ ಎಂದರು. bbox=[24, 138, 195, 213]
story1-heading-2: ಊಹಾಪೋಹ: ಶಾಸಕ bbox=[58, 122, 142, 136]
kirusuddi-column bbox=[22, 66, 198, 856]
story3-text: ಗಾಂಜಾ ಮಾರಾಟ ಮಾಡುತ್ತಿದ್ದ ಮಹಿಳೆಯನ್ನು ಪೊಲೀಸರು ಬಂಧಿಸಿದ್ದಾರೆ. 2 ಕೆ.ಜಿ.ಯಷ್ಟು ಗಾಂಜಾವನ್ನು ವಶಕ್ಕೆ ಪಡೆದಿದ್ದಾರೆ. ಬಂಧಿತ ಮಹಿಳೆಯಿಂದ 2.4 ಕೆ.ಜಿ.ಯಷ್ಟು ಗಾಂಜಾ ವಶಪಡಿಸಿಕೊಳ್ಳಲಾಗಿದೆ. ಖಚಿತ ಮಾಹಿತಿ ಆಧರಿಸಿ ದಾಳಿ ನಡೆಸಿದ ಪೊಲೀಸರು ಆರೋಪಿಯನ್ನು ವಶಕ್ಕೆ ಪಡೆದರು. ಆರೋಪಿ ವಿರುದ್ಧ ಎನ್‌ಡಿಪಿಎಸ್ ಕಾಯ್ದೆ ಅಡಿ ಪ್ರಕರಣ ದಾಖಲಿಸಲಾಗಿದೆ. ಗಾಂಜಾ ಮಾರಾಟ ಜಾಲದ ಇತರರ ಪತ್ತೆಗೆ ತನಿಖೆ ಮುಂದುವರಿದಿದೆ ಎಂದು ಪೊಲೀಸರು ತಿಳಿಸಿದ್ದಾರೆ. bbox=[24, 680, 194, 730]
lead-dateline: ನಂಜನಗೂಡು: bbox=[208, 156, 238, 163]
tapcms-col2: ಬೆಂಬಲ ನೀಡಿದ್ದಾರೆ. ರೈತರ ಹಿತ ಕಾಪಾಡಲು ಸಂಘ ಸದಾ ಬದ್ಧವಾಗಿದೆ. ಸಹಕಾರ ಸಂಘಗಳಲ್ಲಿ ಪಾರದರ್ಶಕ ಆಡಳಿತ ನೀಡುತ್ತೇವೆ ಎಂದು ಭರವಸೆ ನೀಡಿದರು. bbox=[178, 1314, 318, 1338]
education-col2: ಭಾರತದ ಎಲ್ಲಾ ರಾಜ್ಯಗಳಲ್ಲಿ ಶಿಕ್ಷಣ ಕ್ಷೇತ್ರದಲ್ಲಿ ಬದಲಾವಣೆ ಆಗಬೇಕಿದೆ. ವಿದ್ಯಾರ್ಥಿಗಳು ಅಂಕ ಗಳಿಕೆಯ ಒತ್ತಡದಿಂದ ಹೊರಬರಬೇಕು. ಪ್ರತಿಭೆಗೆ ತಕ್ಕ ಅವಕಾಶ ನೀಡಬೇಕು. ಶಿಕ್ಷಣ ಕ್ಷೇತ್ರದ ಸುಧಾರಣೆಗೆ ಸರ್ಕಾರ ಆದ್ಯತೆ ನೀಡಬೇಕು ಎಂದು ಆಗ್ರಹಿಸಿದರು. ಸುದ್ದಿಗೋಷ್ಠಿಯಲ್ಲಿ ಡಾ.ವಿದ್ಯಾಸಾಗರ್, ಶೇಖರ್ ಉಪಸ್ಥಿತರಿದ್ದರು. bbox=[776, 970, 918, 1011]
education-col1 bbox=[628, 970, 770, 1110]
masthead-date: 6 ನವೆಂಬರ್ 2025 bbox=[806, 32, 870, 42]
farmers-box bbox=[768, 358, 918, 588]
qr-block bbox=[366, 956, 424, 1026]
water-body bbox=[28, 892, 188, 1110]
section-title: ಪ್ರಾದೇಶಿಕ bbox=[436, 13, 527, 48]
nalwadi-dateline: ದೊಡ್ಡಬಳ್ಳಾಪುರ: bbox=[418, 558, 452, 565]
lead-col1-text: ಮಂಡ್ಯದಲ್ಲಿ ರೈತನೊಬ್ಬ ಸಚಿವರ ಎದುರು ಆತ್ಮಹತ್ಯೆ ಮಾಡಿಕೊಂಡಿದ್ದಾರೆ. ಅಲ್ಲದೆ ಮೂರು ಮತ್ತು ಹುಲ್ಲು ಬೆಳೆದು ನಷ್ಟ ಅನುಭವಿಸಿದ ರೈತರ ಸಾಲ ಮನ್ನಾ ಮಾಡಬೇಕು. ರಾಜ್ಯ ಸರ್ಕಾರ ರೈತರನ್ನು ಕಡೆಗಣಿಸುತ್ತಿದೆ ಎಂದು ವಿಪಕ್ಷ ನಾಯಕ ಆರ್.ಅಶೋಕ ಆಕ್ರೋಶ ವ್ಯಕ್ತಪಡಿಸಿದರು. ನಗರದ ತಹಸಿಲ್ದಾರ್ ಕಚೇರಿ ಮುಂಭಾಗ ಬಿಜೆಪಿ ಕಾರ್ಯಕರ್ತರು ಹಮ್ಮಿಕೊಂಡಿದ್ದ ಪ್ರತಿಭಟನೆಯಲ್ಲಿ ಪಾಲ್ಗೊಂಡು ಮಾತನಾಡಿದರು. ರಾಜ್ಯದ ವಿವಿಧ ಭಾಗಗಳಲ್ಲಿ ರೈತರ ಆತ್ಮಹತ್ಯೆ ಪ್ರಕರಣಗಳು ಹೆಚ್ಚುತ್ತಿವೆ. ಆದರೆ ಸರ್ಕಾರ ನಿರ್ಲಕ್ಷ್ಯ ವಹಿಸಿದೆ. ರೈತರ ಕಣ್ಣೀರು ಒರೆಸುವ ಕೆಲಸ ಮಾಡುತ್ತಿಲ್ಲ ಎಂದು ದೂರಿದರು. ಕಬ್ಬು ಬೆಳೆಗಾರರಿಗೆ ಸರಿಯಾದ ಬೆಂಬಲ ಬೆಲೆ ನೀಡುತ್ತಿಲ್ಲ. ಸಕ್ಕರೆ ಕಾರ್ಖಾನೆಗಳು ಬಾಕಿ ಹಣ ಪಾವತಿಸಿಲ್ಲ ಎಂದರು. ರಾಜ್ಯದಲ್ಲಿ 213 ಕೆರೆಗಳ ಅಭಿವೃದ್ಧಿ ಕಾರ್ಯ ಸ್ಥಗಿತಗೊಂಡಿದೆ ಎಂದು ಹೇಳಿದರು. ಮಾಜಿ ಶಾಸಕ ಬಿ.ಹರ್ಷವರ್ಧನ್ ಮಾತನಾಡಿ, ತಾಲೂಕಿನ ಕಪಿಲಾ ನದಿ ಪಾತ್ರದ ರೈತರ ಸಮಸ್ಯೆಗೆ ಸ್ಪಂದಿಸಬೇಕು. ಸರ್ಕಾರ ಕೂಡಲೇ ಪರಿಹಾರ ಒದಗಿಸಬೇಕು ಎಂದರು. bbox=[208, 156, 388, 248]
mid-divider-1 bbox=[410, 358, 411, 856]
page-number: 00 bbox=[150, 36, 173, 55]
bottom-divider-1 bbox=[358, 864, 359, 1124]
story1-heading-1: ಸಂಪುಟ ವಿಸ್ತರಣೆ bbox=[62, 108, 121, 121]
farmers-headline: 2 ಸಾವಿರ ರೈತರ ಆತ್ಮಹತ್ಯೆ bbox=[774, 362, 865, 375]
cancer-headline-2: ರೋಗಿಗೆ ಆರ್ಥಿಕ ನೆರವು bbox=[210, 386, 354, 408]
ashoka-headline-1: ರೈತನ ಸಾವಿಗೆ ಸರ್ಕಾರ bbox=[774, 596, 858, 610]
logo-tagline-icon bbox=[88, 38, 198, 42]
tapcms-kicker: ಟಿಎಪಿಎಂಸಿಎಸ್ ಚುನಾವಣೆ: ರೈತ ಸಂಘ ಬೆಂಬಲಿಸಿದ ಮತದಾರರಿಗೆ ಕೃತಜ್ಞತೆ bbox=[28, 1136, 291, 1149]
story3-heading-2: ಮಹಿಳೆ ಸೆರೆ bbox=[82, 662, 127, 676]
scholarship-headline-2: ಒಂದು ಕೋಟಿ ಸ್ಕಾಲರ್‌ಶಿಪ್ bbox=[366, 890, 526, 911]
ashoka-box bbox=[768, 592, 918, 856]
middle-band-rule bbox=[22, 860, 918, 861]
section-band bbox=[22, 1126, 918, 1130]
masthead-rule bbox=[22, 62, 918, 63]
cancer-rule bbox=[206, 650, 406, 651]
